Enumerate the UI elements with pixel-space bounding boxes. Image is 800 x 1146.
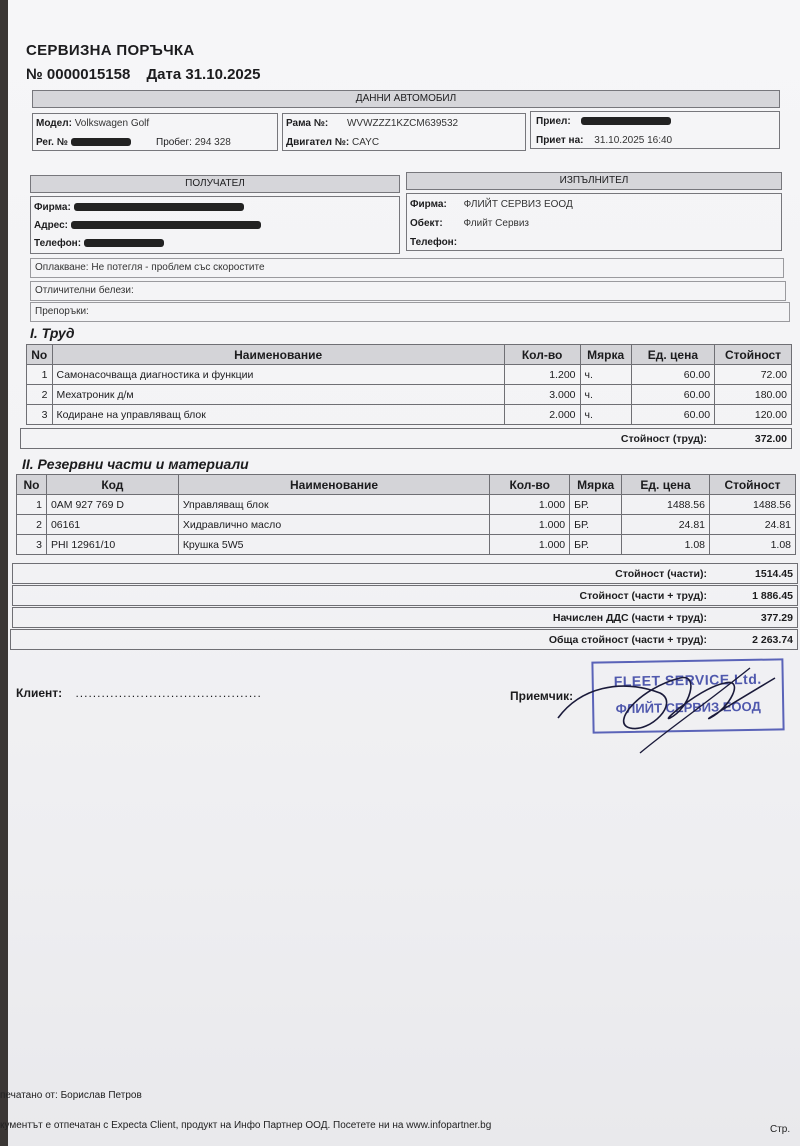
software-notice: кументът е отпечатан с Expecta Client, продукт на Инфо Партнер ООД. Посетете ни на www.infopartner.bg: [0, 1120, 492, 1131]
parts-col-price: Ед. цена: [622, 475, 710, 495]
redacted-recipient-address: [71, 221, 261, 229]
labor-row: 3 Кодиране на управляващ блок 2.000 ч. 60.00 120.00: [27, 405, 792, 425]
complaint-row: Оплакване: Не потегля - проблем със скоростите: [30, 258, 784, 278]
executor-company: Фирма: ФЛИЙТ СЕРВИЗ ЕООД: [410, 199, 573, 210]
vehicle-engine: Двигател №: CAYC: [286, 137, 380, 148]
labor-section-title: I. Труд: [30, 325, 75, 341]
labor-col-no: No: [27, 345, 53, 365]
redacted-receiver: [581, 117, 671, 125]
document-number: № 0000015158: [26, 66, 131, 83]
signature-stroke: [558, 678, 775, 729]
vehicle-received-at: Приет на: 31.10.2025 16:40: [536, 135, 673, 146]
total-row: Начислен ДДС (части + труд): 377.29: [12, 607, 798, 628]
labor-total-label: Стойност (труд):: [620, 433, 707, 445]
parts-col-qty: Кол-во: [490, 475, 570, 495]
recipient-address: Адрес:: [34, 220, 261, 231]
receiver-signature-label: Приемчик:: [510, 689, 574, 703]
total-row: Обща стойност (части + труд): 2 263.74: [10, 629, 798, 650]
vehicle-model: Модел: Volkswagen Golf: [36, 118, 150, 129]
recommendations-row: Препоръки:: [30, 302, 790, 322]
parts-col-no: No: [17, 475, 47, 495]
labor-row: 2 Мехатроник д/м 3.000 ч. 60.00 180.00: [27, 385, 792, 405]
parts-col-name: Наименование: [178, 475, 489, 495]
recipient-section-header: ПОЛУЧАТЕЛ: [30, 175, 400, 193]
labor-header-row: [27, 345, 792, 365]
labor-col-name: Наименование: [52, 345, 504, 365]
distinctive-marks-row: Отличителни белези:: [30, 281, 786, 301]
labor-col-price: Ед. цена: [631, 345, 714, 365]
vehicle-section-header: ДАННИ АВТОМОБИЛ: [32, 90, 780, 108]
signature-stroke: [640, 668, 750, 753]
labor-col-qty: Кол-во: [504, 345, 580, 365]
handwritten-signature: [550, 648, 790, 758]
vehicle-vin: Рама №: WVWZZZ1KZCM639532: [286, 118, 459, 129]
redacted-recipient-phone: [84, 239, 164, 247]
parts-table: [16, 474, 796, 555]
parts-row: 1 0AM 927 769 D Управляващ блок 1.000 БР. 1488.56 1488.56: [17, 495, 796, 515]
parts-row: 3 PHI 12961/10 Крушка 5W5 1.000 БР. 1.08 1.08: [17, 535, 796, 555]
recipient-phone: Телефон:: [34, 238, 164, 249]
labor-row: 1 Самонасочваща диагностика и функции 1.200 ч. 60.00 72.00: [27, 365, 792, 385]
printed-by: печатано от: Борислав Петров: [0, 1090, 142, 1101]
vehicle-reg: Рег. №: [36, 137, 131, 148]
labor-total-row: [20, 428, 792, 449]
parts-col-unit: Мярка: [570, 475, 622, 495]
client-signature-line: Клиент: ...........................................: [16, 686, 262, 700]
total-row: Стойност (части): 1514.45: [12, 563, 798, 584]
labor-table: [26, 344, 792, 425]
parts-col-total: Стойност: [710, 475, 796, 495]
labor-total-value: 372.00: [754, 433, 787, 445]
redacted-recipient-company: [74, 203, 244, 211]
parts-row: 2 06161 Хидравлично масло 1.000 БР. 24.81 24.81: [17, 515, 796, 535]
vehicle-mileage: Пробег: 294 328: [156, 137, 231, 148]
parts-section-title: II. Резервни части и материали: [22, 456, 249, 472]
executor-phone: Телефон:: [410, 237, 458, 248]
parts-col-code: Код: [46, 475, 178, 495]
recipient-company: Фирма:: [34, 202, 244, 213]
redacted-reg-number: [71, 138, 131, 146]
labor-col-unit: Мярка: [580, 345, 631, 365]
labor-col-total: Стойност: [715, 345, 792, 365]
executor-site: Обект: Флийт Сервиз: [410, 218, 529, 229]
document-number-line: [26, 66, 272, 83]
vehicle-received-by: Приел:: [536, 116, 671, 127]
page-label: Стр.: [770, 1124, 791, 1135]
executor-section-header: ИЗПЪЛНИТЕЛ: [406, 172, 782, 190]
company-stamp: FLEET SERVICE Ltd. ФЛИЙТ СЕРВИЗ ЕООД: [591, 658, 784, 733]
total-row: Стойност (части + труд): 1 886.45: [12, 585, 798, 606]
document-date: Дата 31.10.2025: [146, 66, 261, 83]
parts-header-row: [17, 475, 796, 495]
document-title: СЕРВИЗНА ПОРЪЧКА: [26, 42, 195, 59]
